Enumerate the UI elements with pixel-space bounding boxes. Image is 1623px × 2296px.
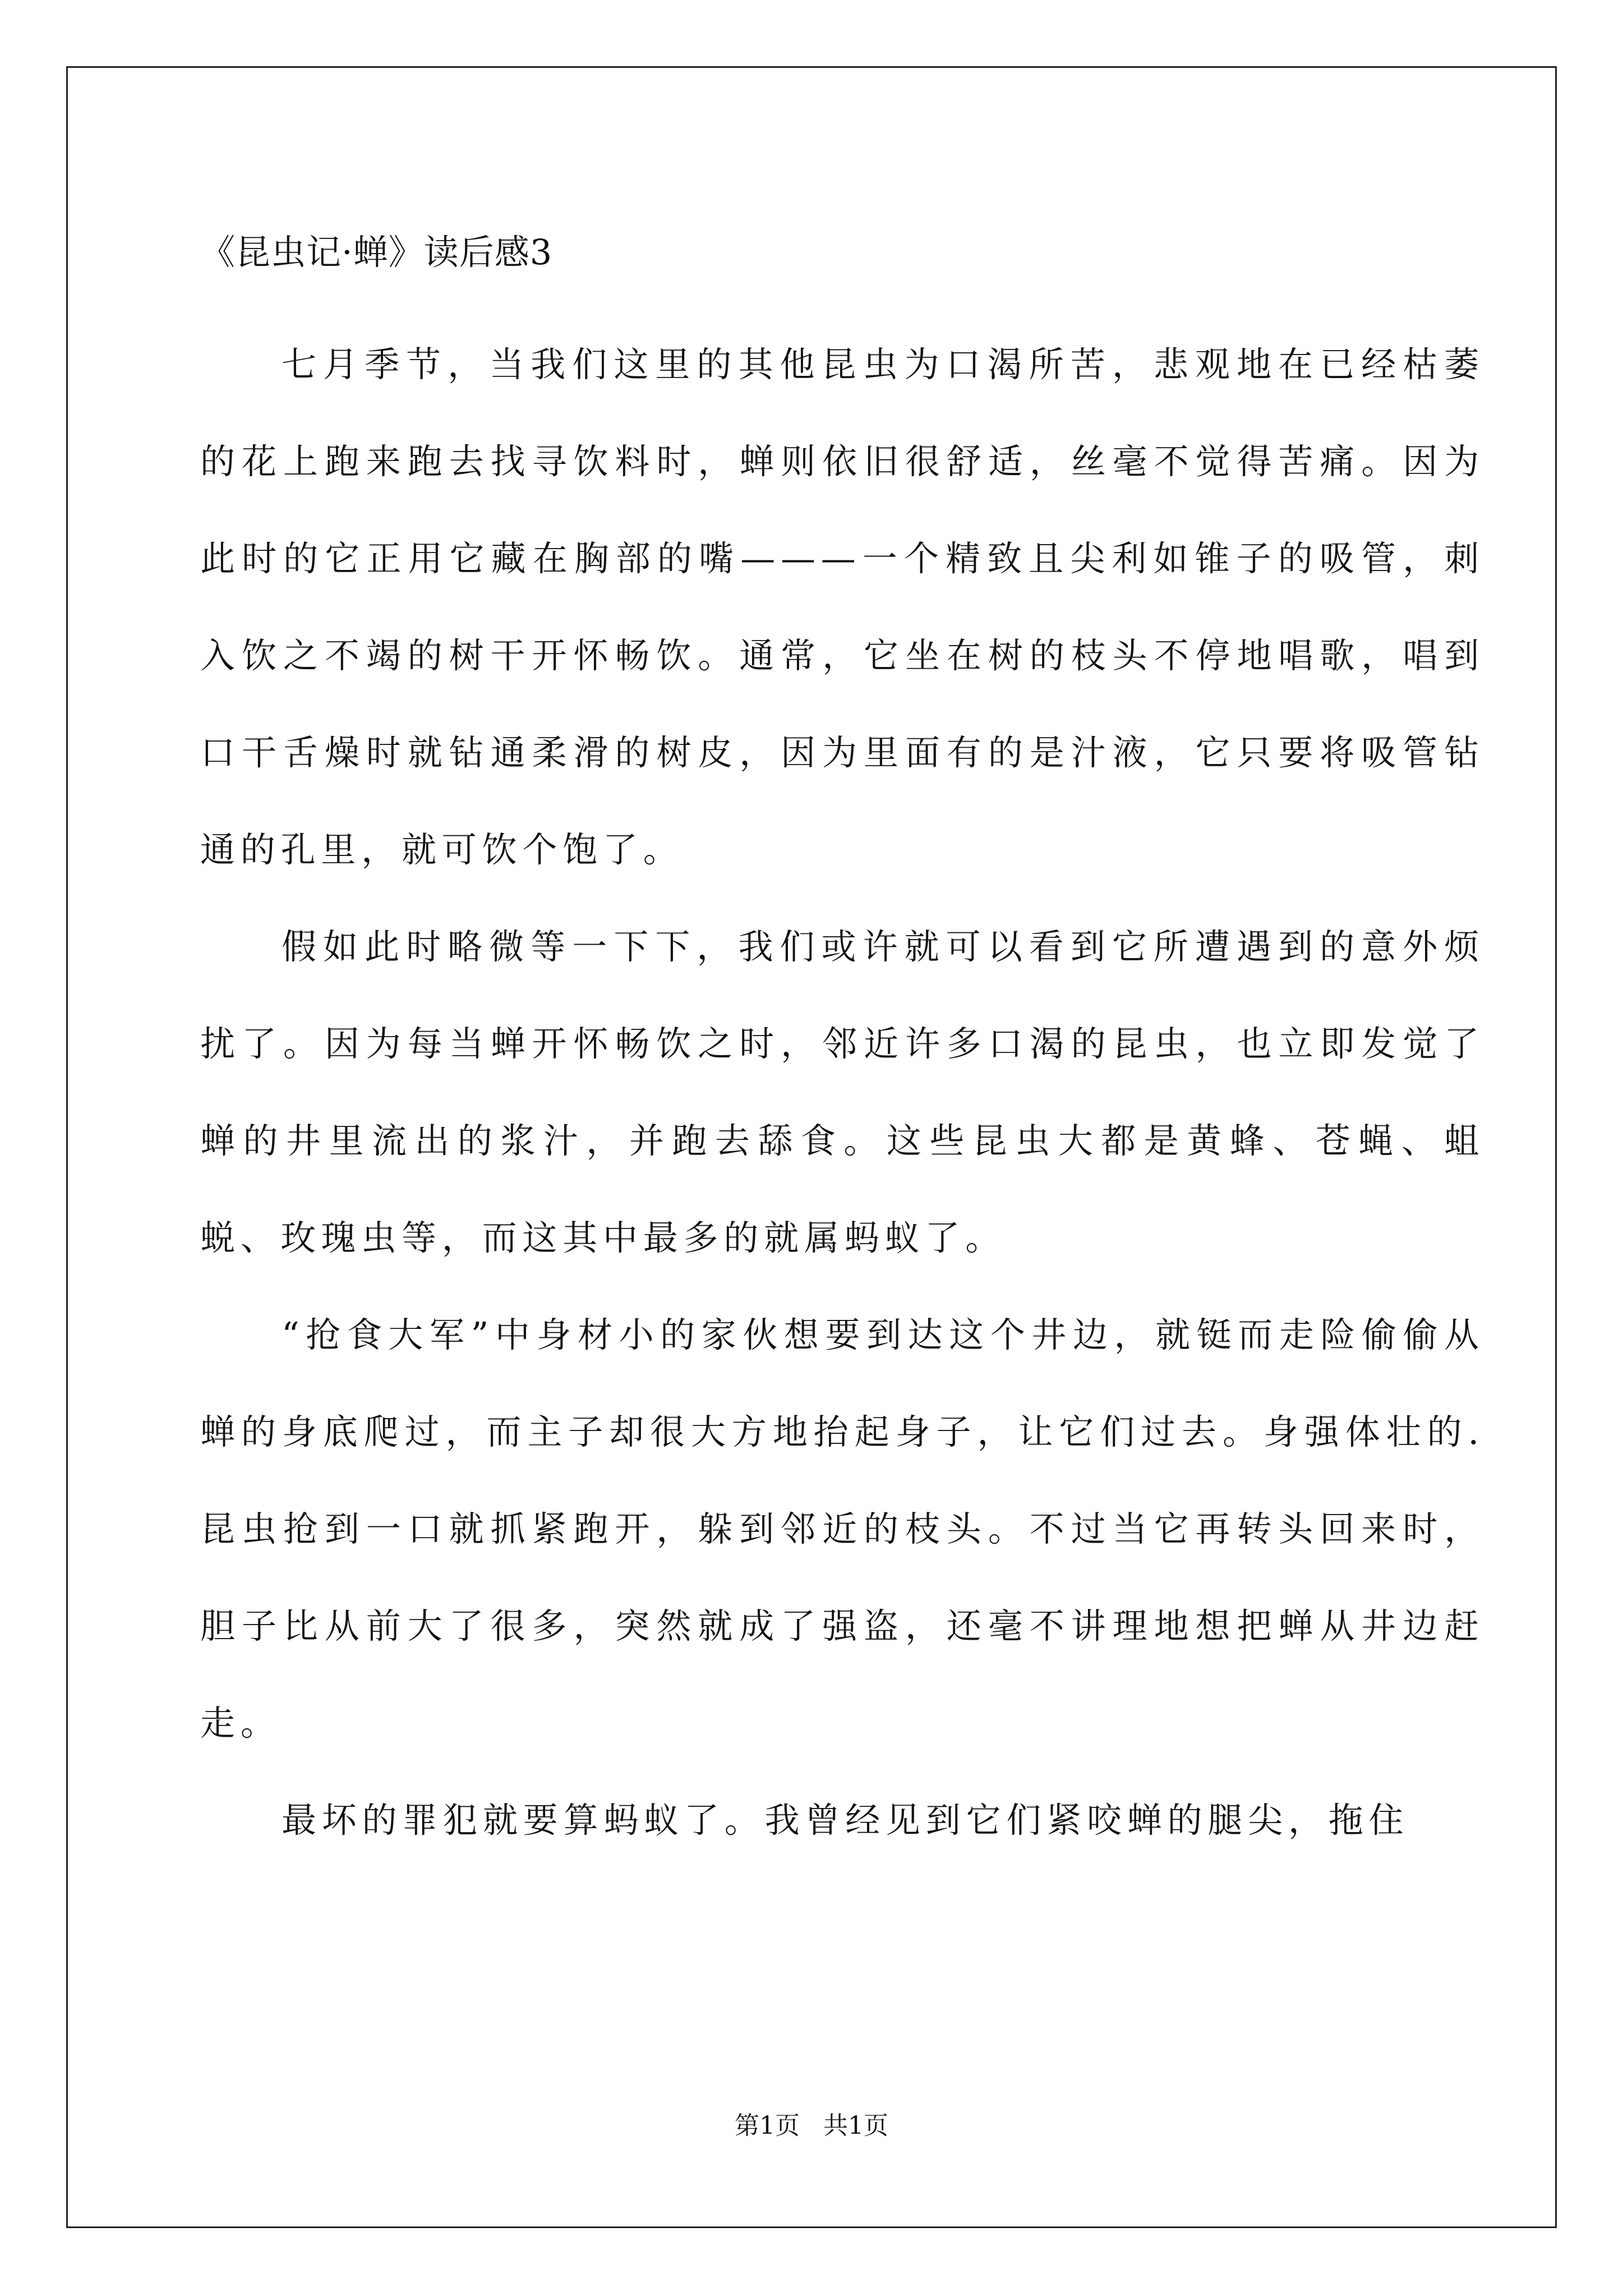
paragraph-2: 假如此时略微等一下下，我们或许就可以看到它所遭遇到的意外烦扰了。因为每当蝉开怀畅饮之时，邻近许多口渴的昆虫，也立即发觉了蝉的井里流出的浆汁，并跑去舔食。这些昆虫大都是黄蜂、苍蝇、蛆蜕、玫瑰虫等，而这其中最多的就属蚂蚁了。 [200,926,1484,1258]
paragraph-1: 七月季节，当我们这里的其他昆虫为口渴所苦，悲观地在已经枯萎的花上跑来跑去找寻饮料时，蝉则依旧很舒适，丝毫不觉得苦痛。因为此时的它正用它藏在胸部的嘴———一个精致且尖利如锥子的吸管，刺入饮之不竭的树干开怀畅饮。通常，它坐在树的枝头不停地唱歌，唱到口干舌燥时就钻通柔滑的树皮，因为里面有的是汁液，它只要将吸管钻通的孔里，就可饮个饱了。 [200,344,1484,870]
paragraph-4: 最坏的罪犯就要算蚂蚁了。我曾经见到它们紧咬蝉的腿尖，拖住 [282,1800,1409,1841]
paragraph-3: “抢食大军”中身材小的家伙想要到达这个井边，就铤而走险偷偷从蝉的身底爬过，而主子却很大方地抬起身子，让它们过去。身强体壮的.昆虫抢到一口就抓紧跑开，躲到邻近的枝头。不过当它再转头回来时，胆子比从前大了很多，突然就成了强盗，还毫不讲理地想把蝉从井边赶走。 [200,1314,1484,1743]
page-footer: 第1页 共1页 [735,2111,888,2140]
document-body [200,219,1484,1869]
document-title: 《昆虫记·蝉》读后感3 [200,232,553,273]
